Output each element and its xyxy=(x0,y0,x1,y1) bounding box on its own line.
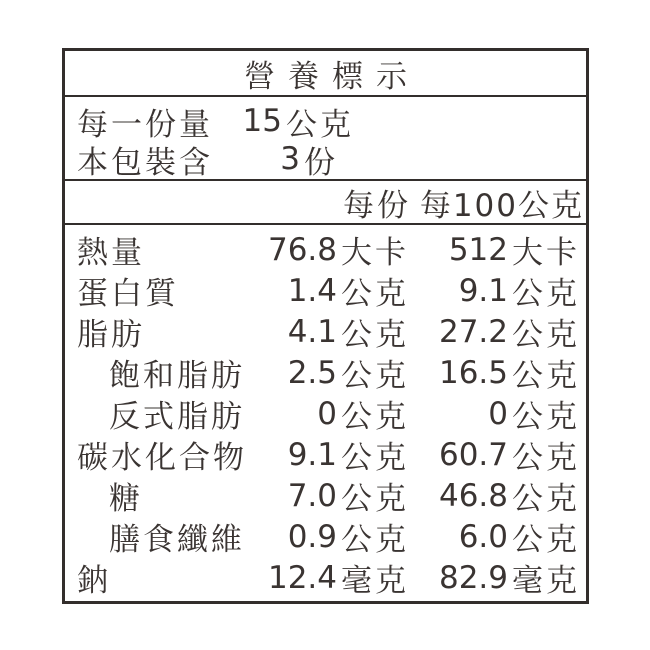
nutrient-row xyxy=(65,475,586,516)
per-100g-value: 9.1 xyxy=(458,272,508,309)
per-serving-value: 2.5 xyxy=(287,354,337,391)
nutrient-name: 蛋白質 xyxy=(77,276,179,312)
per-100g-value: 46.8 xyxy=(438,477,508,514)
per-serving-unit: 公克 xyxy=(341,440,409,476)
per-serving-unit: 公克 xyxy=(341,276,409,312)
per-serving-unit: 公克 xyxy=(341,317,409,353)
per-serving-value: 0.9 xyxy=(287,518,337,555)
per-100g-unit: 公克 xyxy=(512,399,580,435)
serving-section xyxy=(65,97,586,181)
per-100g-unit: 公克 xyxy=(512,522,580,558)
serving-size-label: 每一份量 xyxy=(77,106,213,143)
per-100g-value: 6.0 xyxy=(458,518,508,555)
per-serving-unit: 大卡 xyxy=(341,235,409,271)
per-100g-column-header: 每100公克 xyxy=(419,187,584,224)
nutrient-name: 碳水化合物 xyxy=(77,440,247,476)
per-100g-unit: 公克 xyxy=(512,317,580,353)
per-100g-unit: 毫克 xyxy=(512,563,580,599)
per-100g-value: 60.7 xyxy=(438,436,508,473)
per-serving-unit: 毫克 xyxy=(341,563,409,599)
per-serving-unit: 公克 xyxy=(341,399,409,435)
nutrient-row xyxy=(65,270,586,311)
nutrient-row xyxy=(65,311,586,352)
nutrient-name: 飽和脂肪 xyxy=(109,358,245,394)
nutrient-name: 膳食纖維 xyxy=(109,522,245,558)
nutrient-name: 鈉 xyxy=(77,563,111,599)
nutrient-name: 糖 xyxy=(109,481,143,517)
serving-size-value: 15 xyxy=(242,103,282,139)
label-title: 營養標示 xyxy=(65,51,586,97)
per-100g-unit: 公克 xyxy=(512,440,580,476)
per-100g-value: 27.2 xyxy=(438,313,508,350)
per-serving-column-header: 每份 xyxy=(343,187,411,224)
nutrient-name: 熱量 xyxy=(77,235,145,271)
per-100g-value: 16.5 xyxy=(438,354,508,391)
nutrient-row xyxy=(65,516,586,557)
per-serving-value: 9.1 xyxy=(287,436,337,473)
per-serving-value: 1.4 xyxy=(287,272,337,309)
per-100g-value: 82.9 xyxy=(438,559,508,596)
per-serving-unit: 公克 xyxy=(341,481,409,517)
per-serving-unit: 公克 xyxy=(341,358,409,394)
per-100g-unit: 公克 xyxy=(512,276,580,312)
servings-per-package-value: 3 xyxy=(280,141,300,177)
per-serving-value: 4.1 xyxy=(287,313,337,350)
nutrient-rows xyxy=(65,225,586,598)
per-100g-unit: 公克 xyxy=(512,358,580,394)
nutrition-label xyxy=(62,48,589,604)
per-serving-unit: 公克 xyxy=(341,522,409,558)
per-serving-value: 7.0 xyxy=(287,477,337,514)
nutrient-row xyxy=(65,352,586,393)
per-100g-unit: 大卡 xyxy=(512,235,580,271)
nutrient-row xyxy=(65,557,586,598)
column-header-row xyxy=(65,181,586,225)
per-100g-value: 0 xyxy=(488,395,508,432)
servings-per-package-row xyxy=(65,140,586,181)
nutrient-row xyxy=(65,229,586,270)
per-serving-value: 12.4 xyxy=(267,559,337,596)
servings-per-package-unit: 份 xyxy=(304,144,338,181)
servings-per-package-label: 本包裝含 xyxy=(77,144,213,181)
nutrient-name: 脂肪 xyxy=(77,317,145,353)
nutrient-name: 反式脂肪 xyxy=(109,399,245,435)
per-serving-value: 0 xyxy=(317,395,337,432)
per-serving-value: 76.8 xyxy=(267,231,337,268)
serving-size-row xyxy=(65,102,586,143)
nutrient-row xyxy=(65,434,586,475)
nutrient-row xyxy=(65,393,586,434)
per-100g-value: 512 xyxy=(448,231,508,268)
serving-size-unit: 公克 xyxy=(286,106,354,143)
per-100g-unit: 公克 xyxy=(512,481,580,517)
